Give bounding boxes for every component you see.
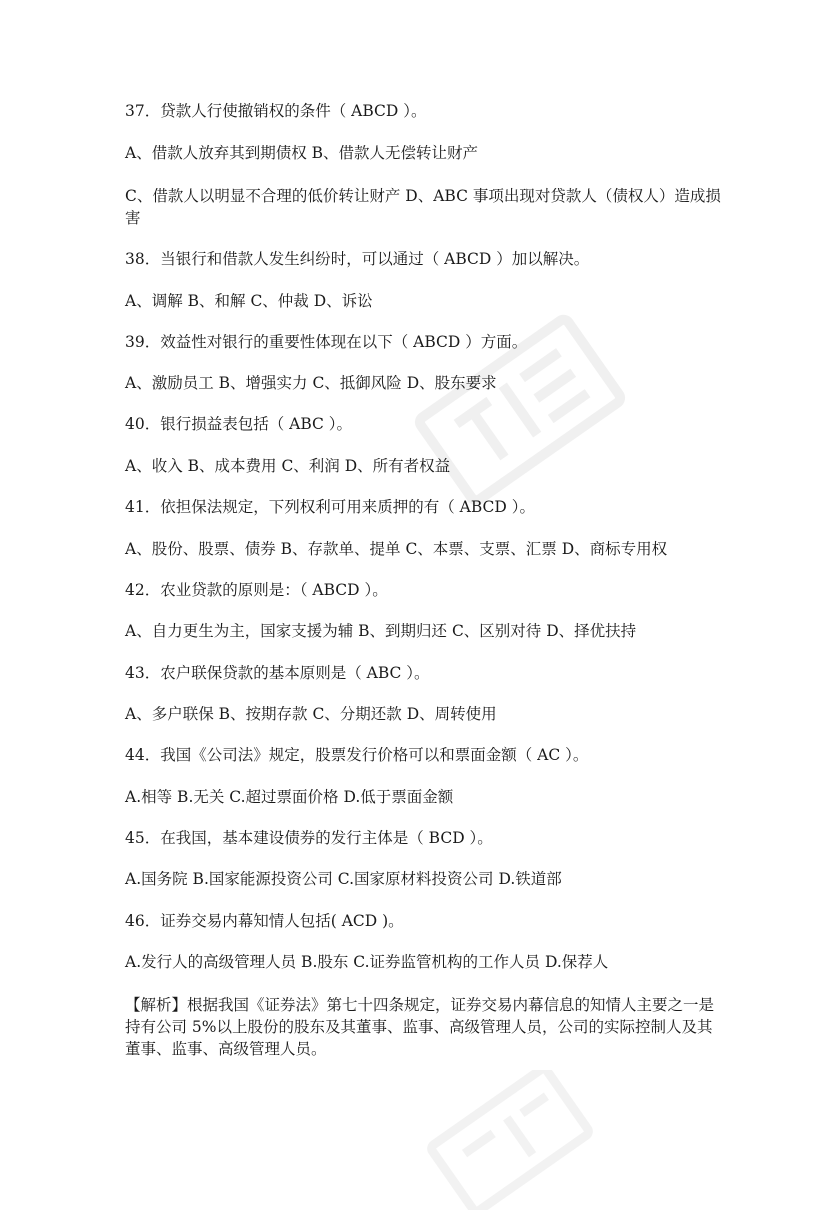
- question-38-options: A、调解 B、和解 C、仲裁 D、诉讼: [125, 292, 373, 310]
- watermark-stamp-icon: [400, 290, 640, 530]
- question-43-options: A、多户联保 B、按期存款 C、分期还款 D、周转使用: [125, 705, 497, 723]
- question-42: 42．农业贷款的原则是：（ ABCD ）。: [125, 581, 388, 599]
- question-38: 38．当银行和借款人发生纠纷时，可以通过（ ABCD ）加以解决。: [125, 250, 590, 268]
- question-40: 40．银行损益表包括（ ABC ）。: [125, 415, 353, 433]
- question-45-options: A.国务院 B.国家能源投资公司 C.国家原材料投资公司 D.铁道部: [125, 870, 562, 888]
- question-46: 46．证券交易内幕知情人包括( ACD )。: [125, 912, 404, 930]
- analysis-paragraph: 【解析】根据我国《证券法》第七十四条规定，证券交易内幕信息的知情人主要之一是持有公司 5%以上股份的股东及其董事、监事、高级管理人员，公司的实际控制人及其董事、监事、高级管理人员。: [125, 996, 715, 1058]
- question-41-options: A、股份、股票、债券 B、存款单、提单 C、本票、支票、汇票 D、商标专用权: [125, 540, 668, 558]
- watermark-stamp-icon: [420, 1070, 600, 1210]
- question-41: 41．依担保法规定，下列权利可用来质押的有（ ABCD ）。: [125, 498, 535, 516]
- question-37-options-ab: A、借款人放弃其到期债权 B、借款人无偿转让财产: [125, 144, 479, 162]
- question-37: 37．贷款人行使撤销权的条件（ ABCD ）。: [125, 102, 427, 120]
- question-42-options: A、自力更生为主，国家支援为辅 B、到期归还 C、区别对待 D、择优扶持: [125, 622, 637, 640]
- question-45: 45．在我国，基本建设债券的发行主体是（ BCD ）。: [125, 829, 493, 847]
- question-37-options-cd: C、借款人以明显不合理的低价转让财产 D、ABC 事项出现对贷款人（债权人）造成损害: [125, 187, 721, 227]
- question-44: 44．我国《公司法》规定，股票发行价格可以和票面金额（ AC ）。: [125, 746, 589, 764]
- question-40-options: A、收入 B、成本费用 C、利润 D、所有者权益: [125, 457, 451, 475]
- question-43: 43．农户联保贷款的基本原则是（ ABC ）。: [125, 664, 430, 682]
- question-46-options: A.发行人的高级管理人员 B.股东 C.证券监管机构的工作人员 D.保荐人: [125, 953, 609, 971]
- question-39-options: A、激励员工 B、增强实力 C、抵御风险 D、股东要求: [125, 374, 497, 392]
- question-39: 39．效益性对银行的重要性体现在以下（ ABCD ）方面。: [125, 333, 528, 351]
- question-44-options: A.相等 B.无关 C.超过票面价格 D.低于票面金额: [125, 788, 454, 806]
